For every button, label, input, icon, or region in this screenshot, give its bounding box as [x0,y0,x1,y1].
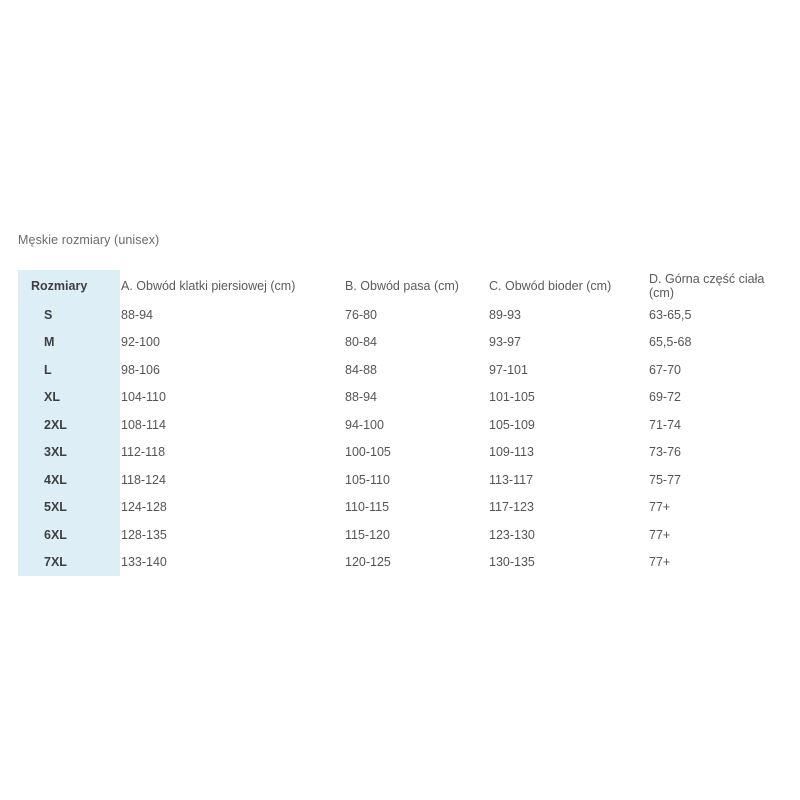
table-row [18,356,788,384]
cell-upper: 77+ [649,500,671,515]
cell-waist: 120-125 [345,555,391,570]
table-header-row [18,270,788,301]
cell-upper: 73-76 [649,445,681,460]
cell-size: 4XL [18,466,120,494]
cell-upper: 77+ [649,527,671,542]
cell-chest: 92-100 [121,335,160,350]
cell-hips: 130-135 [489,555,535,570]
cell-size: 6XL [18,521,120,549]
cell-hips: 105-109 [489,417,535,432]
cell-hips: 123-130 [489,527,535,542]
table-row [18,549,788,577]
cell-upper: 75-77 [649,472,681,487]
cell-chest: 108-114 [121,417,166,432]
column-header-chest: A. Obwód klatki piersiowej (cm) [121,278,296,293]
cell-hips: 101-105 [489,390,535,405]
cell-upper: 71-74 [649,417,681,432]
cell-chest: 88-94 [121,307,153,322]
cell-hips: 113-117 [489,472,534,487]
table-row [18,384,788,412]
cell-upper: 69-72 [649,390,681,405]
cell-chest: 124-128 [121,500,167,515]
cell-waist: 100-105 [345,445,391,460]
cell-size: L [18,356,120,384]
cell-chest: 98-106 [121,362,160,377]
cell-waist: 88-94 [345,390,377,405]
cell-waist: 80-84 [345,335,377,350]
cell-size: 5XL [18,494,120,522]
table-row [18,521,788,549]
cell-chest: 133-140 [121,555,167,570]
cell-size: XL [18,384,120,412]
size-table [18,270,788,576]
cell-upper: 67-70 [649,362,681,377]
column-header-waist: B. Obwód pasa (cm) [345,278,459,293]
cell-chest: 112-118 [121,445,166,460]
cell-waist: 105-110 [345,472,390,487]
cell-chest: 104-110 [121,390,166,405]
cell-size: M [18,329,120,357]
table-row [18,411,788,439]
cell-size: 7XL [18,549,120,577]
cell-waist: 94-100 [345,417,384,432]
cell-upper: 65,5-68 [649,335,692,350]
cell-chest: 128-135 [121,527,167,542]
table-row [18,494,788,522]
cell-upper: 63-65,5 [649,307,692,322]
column-header-sizes: Rozmiary [18,270,120,301]
cell-hips: 109-113 [489,445,534,460]
table-row [18,301,788,329]
table-row [18,329,788,357]
cell-size: 3XL [18,439,120,467]
cell-hips: 117-123 [489,500,534,515]
cell-upper: 77+ [649,555,671,570]
cell-size: S [18,301,120,329]
table-row [18,466,788,494]
cell-hips: 97-101 [489,362,528,377]
cell-hips: 89-93 [489,307,521,322]
cell-waist: 84-88 [345,362,377,377]
table-row [18,439,788,467]
chart-caption: Męskie rozmiary (unisex) [18,233,160,247]
cell-hips: 93-97 [489,335,521,350]
cell-waist: 110-115 [345,500,390,515]
cell-waist: 76-80 [345,307,377,322]
cell-size: 2XL [18,411,120,439]
column-header-hips: C. Obwód bioder (cm) [489,278,612,293]
cell-chest: 118-124 [121,472,166,487]
cell-waist: 115-120 [345,527,390,542]
column-header-upper-body: D. Górna część ciała (cm) [649,271,765,300]
